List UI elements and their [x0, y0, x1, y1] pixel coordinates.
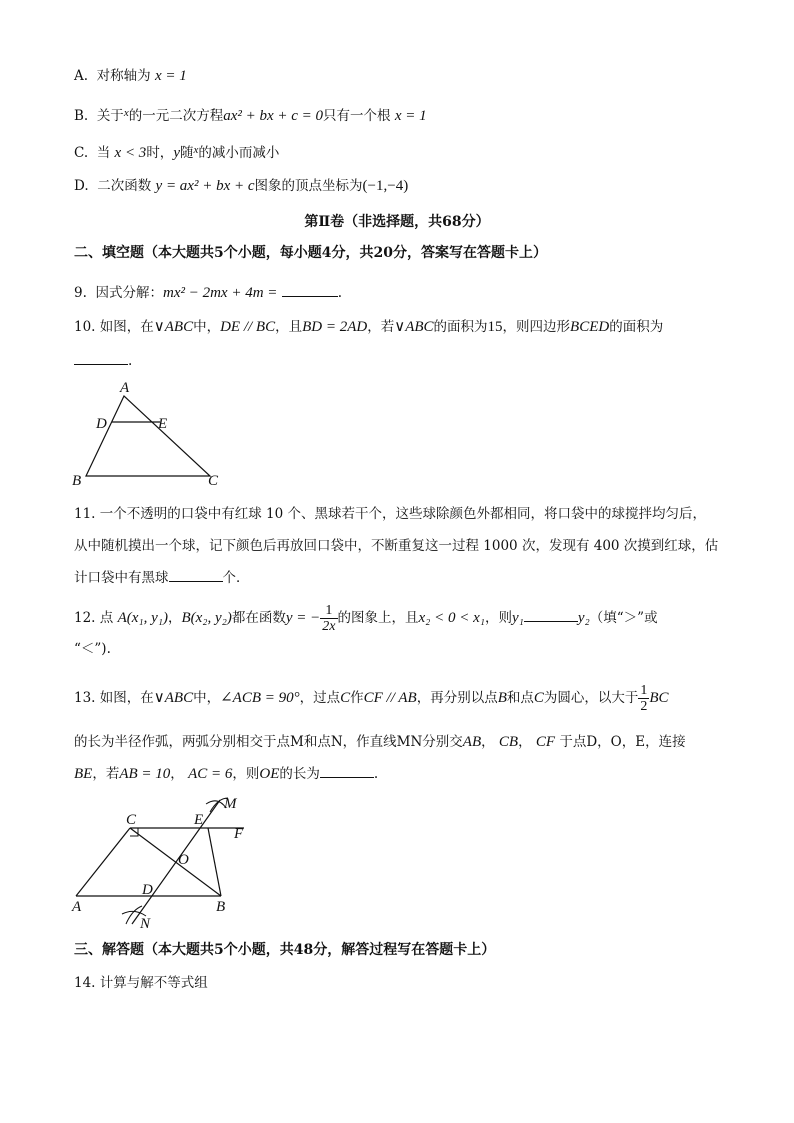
label-a: A: [72, 899, 82, 915]
answer-blank: [74, 350, 128, 365]
segment-ac: [76, 828, 130, 896]
question-12-line-2: “＜”).: [74, 641, 111, 657]
question-10-blank-line: .: [74, 350, 132, 371]
triangle-abc: [86, 396, 210, 476]
label-b: B: [216, 899, 226, 915]
answer-blank: [320, 763, 374, 778]
parallelogram-figure: [66, 790, 266, 935]
question-11-line-2: 从中随机摸出一个球，记下颜色后再放回口袋中，不断重复这一过程 1000 次，发现有 400 次摸到红球，估: [74, 538, 719, 554]
label-e: E: [158, 416, 168, 432]
question-13-line-3: BE，若AB = 10， AC = 6，则OE的长为 .: [74, 763, 378, 784]
answer-blank: [524, 607, 578, 622]
answer-blank: [282, 282, 338, 297]
question-10: 10. 如图，在∨ABC中，DE // BC，且BD = 2AD，若∨ABC的面积为15，则四边形BCED的面积为: [74, 319, 664, 335]
option-b: B. 关于$^x$的一元二次方程ax² + bx + c = 0只有一个根 x = 1: [74, 107, 427, 124]
line-mn: [132, 800, 220, 924]
question-13-line-2: 的长为半径作弧，两弧分别相交于点M和点N，作直线MN分别交AB， CB， CF 于点D，O，E，连接: [74, 734, 686, 750]
question-13: 13. 如图，在∨ABC中，∠ACB = 90°，过点C作CF // AB，再分别以点B和点C为圆心，以大于 $\frac{1}{2}$ BC: [74, 683, 669, 714]
segment-be: [208, 828, 221, 896]
question-9: 9. 因式分解：mx² − 2mx + 4m = .: [74, 282, 342, 303]
triangle-figure: [66, 378, 236, 490]
question-14: 14. 计算与解不等式组: [74, 975, 208, 991]
label-d: D: [96, 416, 107, 432]
label-b: B: [72, 473, 82, 489]
label-m: M: [224, 796, 237, 812]
label-f: F: [234, 826, 244, 842]
option-a: A. 对称轴为 x = 1: [74, 68, 187, 84]
label-o: O: [178, 852, 189, 868]
label-e: E: [194, 812, 204, 828]
answer-blank: [169, 567, 223, 582]
fraction: $\frac{1}{2x}$: [322, 603, 336, 634]
question-11-line-3: 计口袋中有黑球 个．: [74, 567, 250, 588]
label-c: C: [208, 473, 219, 489]
question-11-line-1: 11. 一个不透明的口袋中有红球 10 个、黑球若干个，这些球除颜色外都相同，将口袋中的球搅拌均匀后，: [74, 506, 707, 522]
label-n: N: [140, 916, 151, 932]
fill-in-heading: 二、填空题（本大题共5个小题，每小题4分，共20分，答案写在答题卡上）: [74, 245, 547, 261]
option-c: C. 当 x < 3时，y随$^x$的减小而减小: [74, 144, 280, 161]
label-a: A: [120, 380, 130, 396]
option-d: D. 二次函数 y = ax² + bx + c图象的顶点坐标为(−1,−4): [74, 178, 409, 194]
fraction: $\frac{1}{2}$: [640, 683, 648, 714]
section-title: 第Ⅱ卷（非选择题，共68分）: [304, 214, 490, 230]
label-c: C: [126, 812, 137, 828]
label-d: D: [142, 882, 153, 898]
question-12: 12. 点 A(x₁, y₁)，B(x₂, y₂)都在函数y = − $\frac{1}{2x}$ 的图象上，且x₂ < 0 < x₁，则y₁ y₂（填“＞”或: [74, 603, 658, 634]
solve-heading: 三、解答题（本大题共5个小题，共48分，解答过程写在答题卡上）: [74, 942, 496, 958]
